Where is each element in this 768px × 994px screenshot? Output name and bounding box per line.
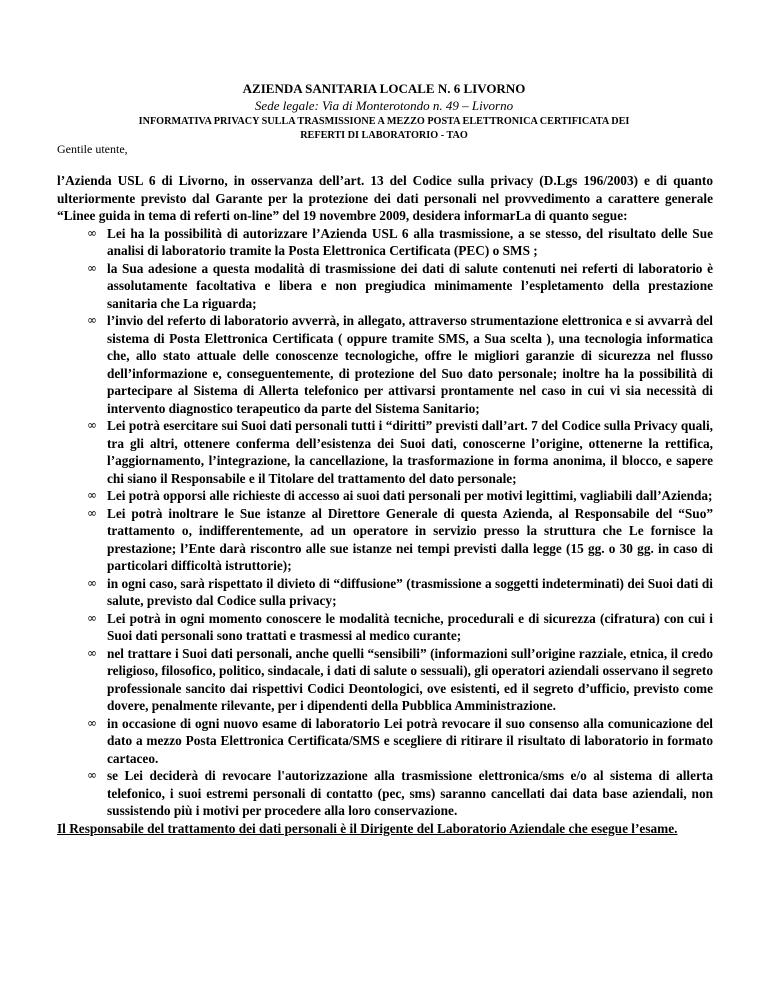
list-item bbox=[57, 575, 713, 610]
list-item-text: Lei potrà inoltrare le Sue istanze al Direttore Generale di questa Azienda, al Responsabile del “Suo” trattamento o, indifferentemente, ad un operatore in servizio presso la struttura che Le fornisce la prestazione; l’Ente darà riscontro alle sue istanze nei tempi previsti dalla legge (15 gg. o 30 gg. in caso di particolari difficoltà istruttorie); bbox=[107, 505, 713, 573]
list-item-text: se Lei deciderà di revocare l'autorizzazione alla trasmissione elettronica/sms e/o al sistema di allerta telefonico, i suoi estremi personali di contatto (pec, sms) saranno cancellati dai data base aziendali, non sussistendo più i motivi per procedere alla loro conservazione. bbox=[107, 768, 713, 818]
bullet-icon: ∞ bbox=[87, 260, 97, 275]
greeting: Gentile utente, bbox=[57, 142, 128, 156]
list-item-text: Lei potrà esercitare sui Suoi dati personali tutti i “diritti” previsti dall’art. 7 del Codice sulla Privacy quali, tra gli altri, ottenere conferma dell’esistenza dei Suoi dati, conoscerne l’origine, ottenerne la rettifica, l’aggiornamento, l’integrazione, la cancellazione, la trasformazione in forma anonima, il blocco, e sapere chi siano il Responsabile e il Titolare del trattamento del dato personale; bbox=[107, 418, 713, 486]
list-item-text: in occasione di ogni nuovo esame di laboratorio Lei potrà revocare il suo consenso alla comunicazione del dato a mezzo Posta Elettronica Certificata/SMS e scegliere di ritirare il risultato di laboratorio in formato cartaceo. bbox=[107, 715, 713, 766]
list-item bbox=[57, 487, 713, 505]
list-item bbox=[57, 767, 713, 820]
registered-office: Sede legale: Via di Monterotondo n. 49 – Livorno bbox=[254, 98, 514, 113]
informativa-heading-line1: INFORMATIVA PRIVACY SULLA TRASMISSIONE A MEZZO POSTA ELETTRONICA CERTIFICATA DEI bbox=[138, 116, 630, 127]
bullet-icon: ∞ bbox=[87, 313, 97, 327]
bullet-icon: ∞ bbox=[87, 575, 97, 590]
list-item-text: l’invio del referto di laboratorio avverrà, in allegato, attraverso strumentazione elettronica e si avvarrà del sistema di Posta Elettronica Certificata ( oppure tramite SMS, a Sua scelta ), una tecnologia informatica che, allo stato attuale delle conoscenze tecnologiche, offre le migliori garanzie di sicurezza nel flusso dell’informazione e, conseguentemente, di protezione del Suo dato personale; inoltre ha la possibilità di partecipare al Sistema di Allerta telefonico per attivarsi prontamente nel caso in cui vi sia necessità di intervento diagnostico terapeutico da parte del Sistema Sanitario; bbox=[107, 313, 713, 416]
informativa-heading-line2: REFERTI DI LABORATORIO - TAO bbox=[300, 130, 468, 141]
bullet-icon: ∞ bbox=[87, 418, 97, 432]
closing-statement: Il Responsabile del trattamento dei dati personali è il Dirigente del Laboratorio Aziendale che esegue l’esame. bbox=[57, 820, 678, 836]
bullet-icon: ∞ bbox=[87, 610, 97, 625]
list-item-text: la Sua adesione a questa modalità di trasmissione dei dati di salute contenuti nei referti di laboratorio è assolutamente facoltativa e libera e non pregiudica minimamente l’espletamento della prestazione sanitaria che La riguarda; bbox=[107, 260, 713, 311]
bullet-icon: ∞ bbox=[87, 225, 97, 240]
list-item-text: nel trattare i Suoi dati personali, anche quelli “sensibili” (informazioni sull’origine razziale, etnica, il credo religioso, filosofico, politico, sindacale, i dati di salute o sessuali), gli operatori aziendali osservano il segreto professionale sancito dai rispettivi Codici Deontologici, ove esistenti, ed il segreto d’ufficio, previsto come dovere, penalmente rilevante, per i dipendenti della Pubblica Amministrazione. bbox=[107, 645, 713, 713]
bullet-list bbox=[57, 225, 713, 820]
list-item bbox=[57, 225, 713, 260]
list-item bbox=[57, 260, 713, 313]
list-item-text: Lei ha la possibilità di autorizzare l’Azienda USL 6 alla trasmissione, a se stesso, del risultato delle Sue analisi di laboratorio tramite la Posta Elettronica Certificata (PEC) o SMS ; bbox=[107, 225, 713, 258]
list-item bbox=[57, 715, 713, 768]
list-item-text: Lei potrà opporsi alle richieste di accesso ai suoi dati personali per motivi legittimi, vagliabili dall’Azienda; bbox=[107, 488, 713, 503]
bullet-icon: ∞ bbox=[87, 768, 97, 782]
organization-title: AZIENDA SANITARIA LOCALE N. 6 LIVORNO bbox=[242, 81, 526, 96]
list-item bbox=[57, 645, 713, 715]
bullet-icon: ∞ bbox=[87, 645, 97, 660]
list-item-text: Lei potrà in ogni momento conoscere le modalità tecniche, procedurali e di sicurezza (cifratura) con cui i Suoi dati personali sono trattati e trasmessi al medico curante; bbox=[107, 610, 713, 643]
list-item-text: in ogni caso, sarà rispettato il divieto di “diffusione” (trasmissione a soggetti indeterminati) dei Suoi dati di salute, previsto dal Codice sulla privacy; bbox=[107, 575, 713, 608]
bullet-icon: ∞ bbox=[87, 715, 97, 730]
bullet-icon: ∞ bbox=[87, 488, 97, 502]
list-item bbox=[57, 417, 713, 487]
document-header bbox=[60, 80, 708, 142]
list-item bbox=[57, 610, 713, 645]
bullet-icon: ∞ bbox=[87, 505, 97, 520]
list-item bbox=[57, 505, 713, 575]
intro-paragraph: l’Azienda USL 6 di Livorno, in osservanza dell’art. 13 del Codice sulla privacy (D.Lgs 196/2003) e di quanto ulteriormente previsto dal Garante per la protezione dei dati personali nel provvedimento a carattere generale “Linee guida in tema di referti on-line” del 19 novembre 2009, desidera informarLa di quanto segue: bbox=[57, 173, 713, 223]
list-item bbox=[57, 312, 713, 417]
document-body bbox=[57, 172, 713, 837]
